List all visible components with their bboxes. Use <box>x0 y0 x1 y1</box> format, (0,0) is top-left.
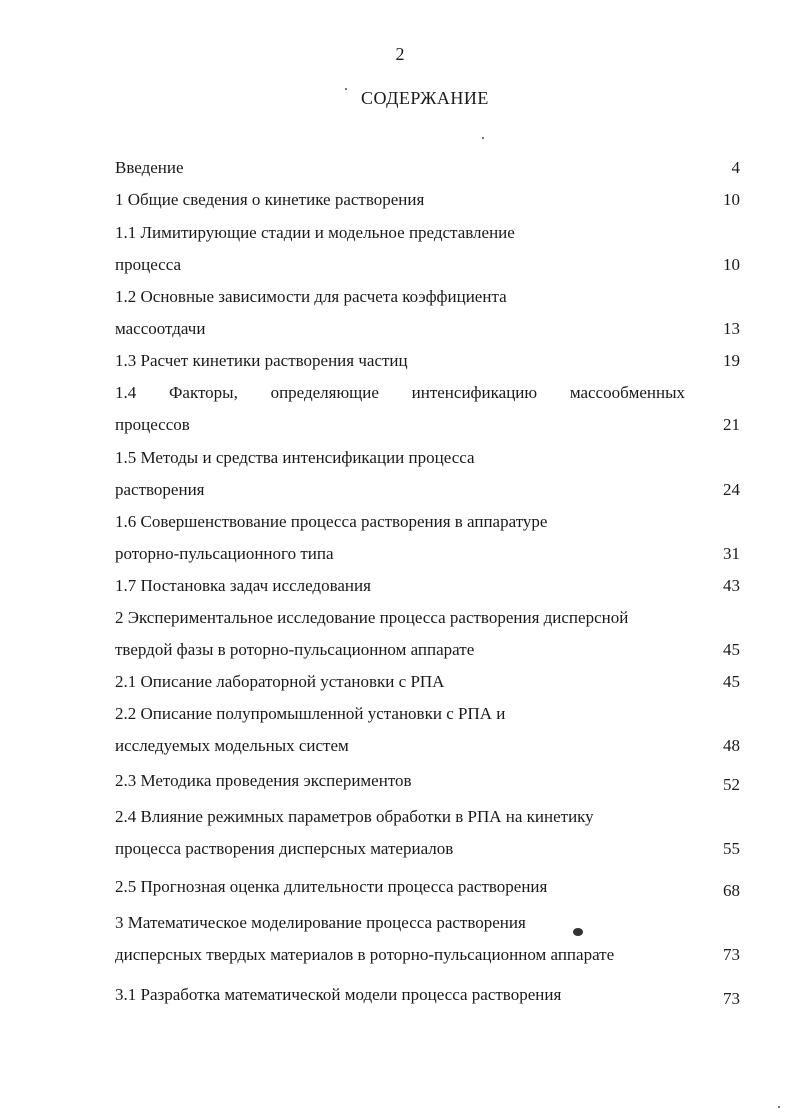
page-number: 2 <box>395 44 405 64</box>
toc-page-number: 68 <box>723 881 740 900</box>
toc-entry-line: 1 Общие сведения о кинетике растворения <box>115 190 425 209</box>
toc-page-number: 52 <box>723 775 740 794</box>
toc-page-number: 24 <box>723 480 740 499</box>
toc-page-number: 10 <box>723 190 740 209</box>
toc-entry-line: дисперсных твердых материалов в роторно-пульсационном аппарате <box>115 945 615 964</box>
toc-entry-line: 2 Экспериментальное исследование процесса растворения дисперсной <box>115 608 629 627</box>
toc-page-number: 45 <box>723 640 740 659</box>
toc-entry-line: массоотдачи <box>115 319 206 338</box>
toc-entry-line: Введение <box>115 158 184 177</box>
toc-entry-line: 1.6 Совершенствование процесса растворения в аппаратуре <box>115 512 548 531</box>
toc-entry-line: твердой фазы в роторно-пульсационном аппарате <box>115 640 475 659</box>
scan-artifact <box>482 137 484 139</box>
toc-entry-line: 2.3 Методика проведения экспериментов <box>115 771 412 790</box>
toc-page-number: 43 <box>723 576 740 595</box>
toc-page-number: 73 <box>723 989 740 1008</box>
scan-artifact <box>345 88 347 90</box>
toc-entry-line: 1.7 Постановка задач исследования <box>115 576 371 595</box>
toc-entry-line: 1.4 Факторы, определяющие интенсификацию массообменных <box>115 383 685 402</box>
toc-entry-line: процессов <box>115 415 190 434</box>
toc-page-number: 21 <box>723 415 740 434</box>
toc-entry-line: 2.1 Описание лабораторной установки с РПА <box>115 672 445 691</box>
toc-entry-line: исследуемых модельных систем <box>115 736 349 755</box>
toc-entry-line: растворения <box>115 480 205 499</box>
toc-page-number: 48 <box>723 736 740 755</box>
toc-page-number: 19 <box>723 351 740 370</box>
toc-entry-line: процесса растворения дисперсных материалов <box>115 839 454 858</box>
toc-page-number: 55 <box>723 839 740 858</box>
toc-entry-line: 2.5 Прогнозная оценка длительности процесса растворения <box>115 877 548 896</box>
page-title: СОДЕРЖАНИЕ <box>361 88 489 108</box>
toc-entry-line: 1.5 Методы и средства интенсификации процесса <box>115 448 475 467</box>
toc-entry-line: 2.2 Описание полупромышленной установки с РПА и <box>115 704 506 723</box>
toc-entry-line: 1.3 Расчет кинетики растворения частиц <box>115 351 408 370</box>
toc-entry-line: 3.1 Разработка математической модели процесса растворения <box>115 985 562 1004</box>
toc-page-number: 13 <box>723 319 740 338</box>
toc-page-number: 4 <box>731 158 740 177</box>
toc-page-number: 10 <box>723 255 740 274</box>
scan-artifact <box>573 928 583 936</box>
toc-entry-line: роторно-пульсационного типа <box>115 544 334 563</box>
toc-page-number: 73 <box>723 945 740 964</box>
toc-entry-line: процесса <box>115 255 182 274</box>
scan-artifact <box>778 1106 780 1108</box>
toc-page-number: 31 <box>723 544 740 563</box>
toc-entry-line: 1.2 Основные зависимости для расчета коэффициента <box>115 287 507 306</box>
toc-entry-line: 3 Математическое моделирование процесса растворения <box>115 913 526 932</box>
toc-entry-line: 2.4 Влияние режимных параметров обработки в РПА на кинетику <box>115 807 594 826</box>
toc-page-number: 45 <box>723 672 740 691</box>
toc-entry-line: 1.1 Лимитирующие стадии и модельное представление <box>115 223 515 242</box>
